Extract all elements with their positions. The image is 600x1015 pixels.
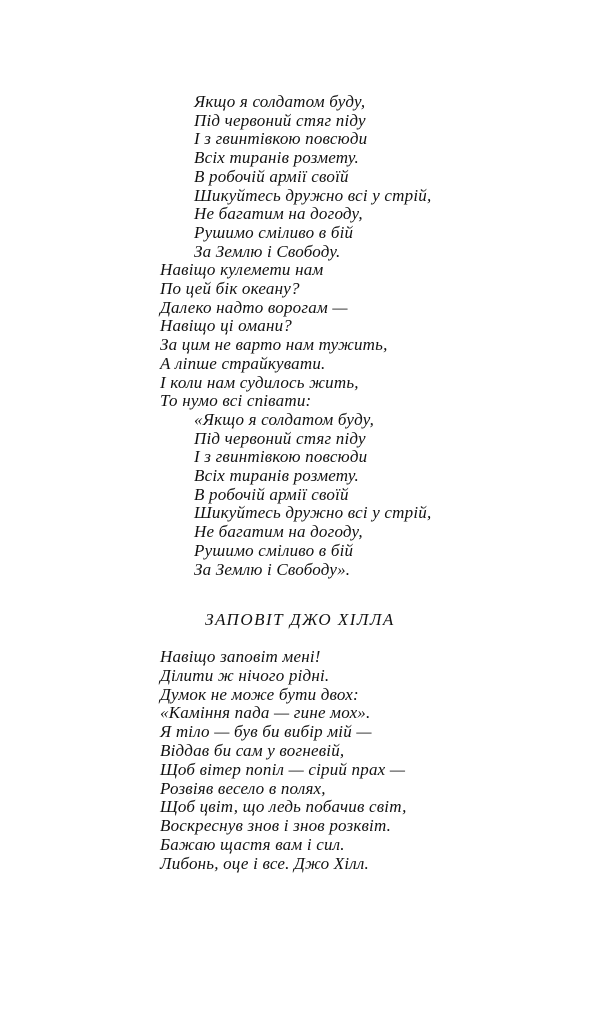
poem-line: Розвіяв весело в полях,	[160, 778, 326, 798]
poem-line: «Каміння пада — гине мох».	[160, 703, 371, 723]
poem-line: За Землю і Свободу.	[194, 241, 341, 261]
poem-line: І з гвинтівкою повсюди	[194, 129, 368, 149]
poem-line: Якщо я солдатом буду,	[194, 92, 366, 111]
poem-line: Всіх тиранів розмету.	[194, 466, 359, 485]
poem-line: Ділити ж нічого рідні.	[160, 665, 330, 685]
poem-line: Шикуйтесь дружно всі у стрій,	[194, 185, 432, 205]
poem-line: «Якщо я солдатом буду,	[194, 409, 375, 429]
poem-line: В робочій армії своїй	[194, 166, 349, 186]
section-title: ЗАПОВІТ ДЖО ХІЛЛА	[205, 610, 395, 629]
poem-line: Щоб цвіт, що ледь побачив світ,	[160, 797, 407, 817]
poem-line: Я тіло — був би вибір мій —	[160, 722, 372, 742]
poem-line: Шикуйтесь дружно всі у стрій,	[194, 503, 432, 523]
poem-line: Не багатим на догоду,	[194, 522, 363, 542]
poem-line: І коли нам судилось жить,	[160, 372, 359, 392]
poem-line: Рушимо сміливо в бій	[194, 540, 354, 560]
poem-line: Думок не може бути двох:	[160, 684, 359, 704]
poem-line: За Землю і Свободу».	[194, 559, 351, 579]
poem-line: Навіщо заповіт мені!	[160, 647, 321, 666]
poem-line: За цим не варто нам тужить,	[160, 335, 388, 355]
poem-line: По цей бік океану?	[160, 279, 300, 298]
poem-line: Бажаю щастя вам і сил.	[160, 835, 345, 854]
poem-line: І з гвинтівкою повсюди	[194, 447, 368, 467]
poem-line: Либонь, оце і все. Джо Хілл.	[160, 853, 369, 873]
poem-line: Віддав би сам у вогневій,	[160, 741, 345, 760]
poem-line: А ліпше страйкувати.	[160, 353, 326, 373]
poem-line: Всіх тиранів розмету.	[194, 148, 359, 168]
poem-line: Не багатим на догоду,	[194, 204, 363, 224]
poem-line: В робочій армії своїй	[194, 484, 349, 504]
poem-line: Воскреснув знов і знов розквіт.	[160, 816, 392, 836]
poem-line: Далеко надто ворогам —	[160, 297, 348, 317]
poem-line: Щоб вітер попіл — сірий прах —	[160, 759, 406, 779]
poem-line: То нумо всі співати:	[160, 391, 312, 411]
poem-line: Рушимо сміливо в бій	[194, 222, 354, 242]
poem-line: Під червоний стяг піду	[194, 110, 366, 130]
poem-line: Навіщо ці омани?	[160, 316, 292, 336]
poem-line: Навіщо кулемети нам	[160, 260, 324, 280]
poem-line: Під червоний стяг піду	[194, 428, 366, 448]
